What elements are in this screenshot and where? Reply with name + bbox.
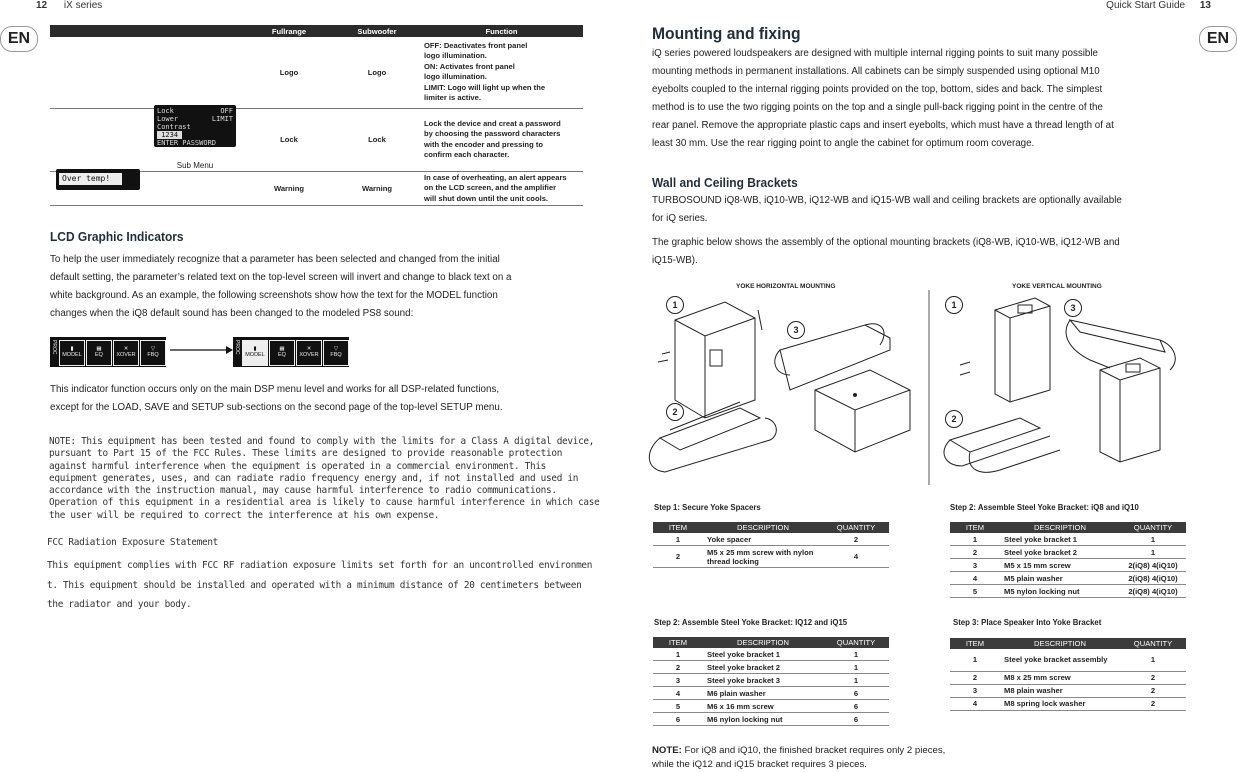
brackets-text-1: TURBOSOUND iQ8-WB, iQ10-WB, iQ12-WB and iQ15-WB wall and ceiling brackets are optionally available for iQ series.: [652, 195, 1122, 224]
step2-title: Step 2: Assemble Steel Yoke Bracket: iQ8 and iQ10: [950, 503, 1139, 512]
step2-table: ITEM DESCRIPTION QUANTITY 1 Steel yoke bracket 1 1 2 Steel yoke bracket 2 1 3 M5 x 15 mm screw 2(iQ8) 4(iQ10) 4 M5 plain washer 2(iQ8) 4(iQ10) 5 M5 nylon locking nut 2(iQ8) 4(iQ10): [950, 522, 1186, 598]
menu-screen-before: PROC ▮ MODEL ▦ EQ ✕ XOVER ▽ FBQ: [50, 337, 166, 367]
table-row: 3 M5 x 15 mm screw 2(iQ8) 4(iQ10): [950, 559, 1186, 572]
step2b-table: ITEM DESCRIPTION QUANTITY 1 Steel yoke bracket 1 1 2 Steel yoke bracket 2 1 3 Steel yoke bracket 3 1 4 M6 plain washer 6 5 M6 x 16 mm screw 6 6 M6 nylon locking nut 6: [653, 637, 889, 726]
table-row: 5 M5 nylon locking nut 2(iQ8) 4(iQ10): [950, 585, 1186, 598]
mounting-section: [652, 24, 813, 44]
table-row: Sub Menu Lock Lock Lock the device and creat a password by choosing the password characters with the encoder and pressing to confirm each character.: [50, 108, 583, 171]
note-label: NOTE:: [652, 745, 682, 756]
language-badge-right: EN: [1199, 26, 1237, 52]
callout-1-vertical: 1: [945, 296, 963, 314]
speaker-cabinet-icon: [658, 302, 762, 418]
table-row: 2 Steel yoke bracket 2 1: [653, 661, 889, 674]
guide-title: Quick Start Guide: [1106, 0, 1186, 11]
vertical-mounting-label: YOKE VERTICAL MOUNTING: [1012, 283, 1102, 290]
step1-title: Step 1: Secure Yoke Spacers: [654, 503, 761, 512]
fcc-radiation-title: FCC Radiation Exposure Statement: [47, 537, 219, 548]
page-number-right: 13: [1199, 0, 1211, 11]
menu-screen-after: PROC ▮ MODEL ▦ EQ ✕ XOVER ▽ FBQ: [233, 337, 349, 367]
lcd-paragraph-2: This indicator function occurs only on the main DSP menu level and works for all DSP-related functions, except for the LOAD, SAVE and SETUP sub-sections on the second page of the top-level SETUP menu.: [50, 384, 503, 413]
callout-3-vertical: 3: [1064, 299, 1082, 317]
right-page-header: [1106, 0, 1211, 11]
brackets-text-2: The graphic below shows the assembly of the optional mounting brackets (iQ8-WB, iQ10-WB, iQ12-WB and iQ15-WB).: [652, 237, 1120, 266]
mounting-text: iQ series powered loudspeakers are designed with multiple internal rigging points to suit many possible mounting methods in permanent installations. All cabinets can be simply suspended using optional M10 eyebolts coupled to the internal rigging points provided on the top, bottom, sides and back. The simplest method is to use the two rigging points on the top and a single pull-back rigging point in the centre of the rear panel. Remove the appropriate plastic caps and insert eyebolts, which must have a thread length of at least 30 mm. Use the rear rigging point to angle the cabinet for optimum room coverage.: [652, 48, 1114, 149]
header-fullrange: Fullrange: [244, 25, 334, 37]
callout-2-vertical: 2: [945, 410, 963, 428]
table-row: 2 Steel yoke bracket 2 1: [950, 546, 1186, 559]
table-row: 4 M8 spring lock washer 2: [950, 697, 1186, 710]
table-row: 1 Steel yoke bracket 1 1: [653, 648, 889, 661]
table-row: Warning Warning In case of overheating, an alert appears on the LCD screen, and the amplifier will shut down until the unit cools.: [50, 171, 583, 206]
table-row: 1 Steel yoke bracket assembly 1: [950, 649, 1186, 671]
brackets-section: [652, 175, 810, 190]
table-row: 1 Steel yoke bracket 1 1: [950, 533, 1186, 546]
table-row: 2 M8 x 25 mm screw 2: [950, 671, 1186, 684]
callout-3: 3: [787, 321, 805, 339]
callout-1: 1: [666, 296, 684, 314]
section-title: Wall and Ceiling Brackets: [652, 175, 798, 190]
fcc-radiation-text: This equipment complies with FCC RF radiation exposure limits set forth for an uncontrolled environmen t. This equipment should be installed and operated with a minimum distance of 20 centimeters between the radiator and your body.: [47, 560, 593, 610]
language-badge-left: EN: [0, 26, 38, 52]
lcd-paragraph-1: To help the user immediately recognize that a parameter has been selected and changed from the initial default setting, the parameter’s related text on the top-level screen will invert and change to black text on a white background. As an example, the following screenshots show how the text for the MODEL function changes when the iQ8 default sound has been changed to the modeled PS8 sound:: [50, 254, 512, 319]
table-row: 5 M6 x 16 mm screw 6: [653, 700, 889, 713]
table-row: 3 M8 plain washer 2: [950, 684, 1186, 697]
page-number: 12: [36, 0, 48, 11]
table-row: 3 Steel yoke bracket 3 1: [653, 674, 889, 687]
table-row: 4 M5 plain washer 2(iQ8) 4(iQ10): [950, 572, 1186, 585]
section-title: Mounting and fixing: [652, 24, 801, 43]
speaker-in-yoke-vertical-icon: [1100, 358, 1160, 462]
step2b-title: Step 2: Assemble Steel Yoke Bracket: IQ12 and iQ15: [654, 618, 848, 627]
speaker-vertical-icon: [960, 298, 1050, 402]
horizontal-mounting-label: YOKE HORIZONTAL MOUNTING: [736, 283, 836, 290]
warning-lcd-screen: Over temp!: [56, 169, 140, 190]
step3-table: ITEM DESCRIPTION QUANTITY 1 Steel yoke bracket assembly 1 2 M8 x 25 mm screw 2 3 M8 plain washer 2 4 M8 spring lock washer 2: [950, 638, 1186, 711]
sub-menu-caption: Sub Menu: [176, 160, 214, 170]
bracket-note: NOTE: For iQ8 and iQ10, the finished bracket requires only 2 pieces, while the iQ12 and iQ15 bracket requires 3 pieces.: [652, 745, 946, 770]
header-subwoofer: Subwoofer: [334, 25, 420, 37]
lcd-indicators-section: [50, 229, 195, 244]
table-row: 2 M5 x 25 mm screw with nylon thread locking 4: [653, 546, 889, 568]
change-arrow: [170, 344, 234, 356]
table-row: 4 M6 plain washer 6: [653, 687, 889, 700]
section-title: LCD Graphic Indicators: [50, 229, 184, 244]
table-row: 1 Yoke spacer 2: [653, 533, 889, 546]
fcc-note: NOTE: This equipment has been tested and found to comply with the limits for a Class A digital device, pursuant to Part 15 of the FCC Rules. These limits are designed to provide reasonable protection against harmful interference when the equipment is operated in a commercial environment. This equipment generates, uses, and can radiate radio frequency energy and, if not installed and used in accordance with the instruction manual, may cause harmful interference to radio communications. Operation of this equipment in a residential area is likely to cause harmful interference in which case the user will be required to correct the interference at his own expense.: [49, 436, 600, 521]
speaker-in-yoke-icon: [775, 324, 910, 452]
yoke-bracket-vertical-icon: [944, 418, 1060, 472]
yoke-bracket-top-icon: [1066, 320, 1175, 370]
series-name: iX series: [63, 0, 103, 11]
table-row: 6 M6 nylon locking nut 6: [653, 713, 889, 726]
left-page-header: [36, 0, 102, 11]
lock-lcd-screen: Lock OFF Lower LIMIT Contrast 1234 ENTER PASSWORD: [154, 105, 236, 147]
mounting-diagram: [640, 290, 1200, 490]
callout-2: 2: [666, 403, 684, 421]
header-function: Function: [420, 25, 583, 37]
step3-title: Step 3: Place Speaker Into Yoke Bracket: [953, 618, 1102, 627]
step1-table: ITEM DESCRIPTION QUANTITY 1 Yoke spacer 2 2 M5 x 25 mm screw with nylon thread locking 4: [653, 522, 889, 568]
table-row: Logo Logo OFF: Deactivates front panel logo illumination. ON: Activates front panel logo illumination. LIMIT: Logo will light up when the limiter is active.: [50, 37, 583, 108]
